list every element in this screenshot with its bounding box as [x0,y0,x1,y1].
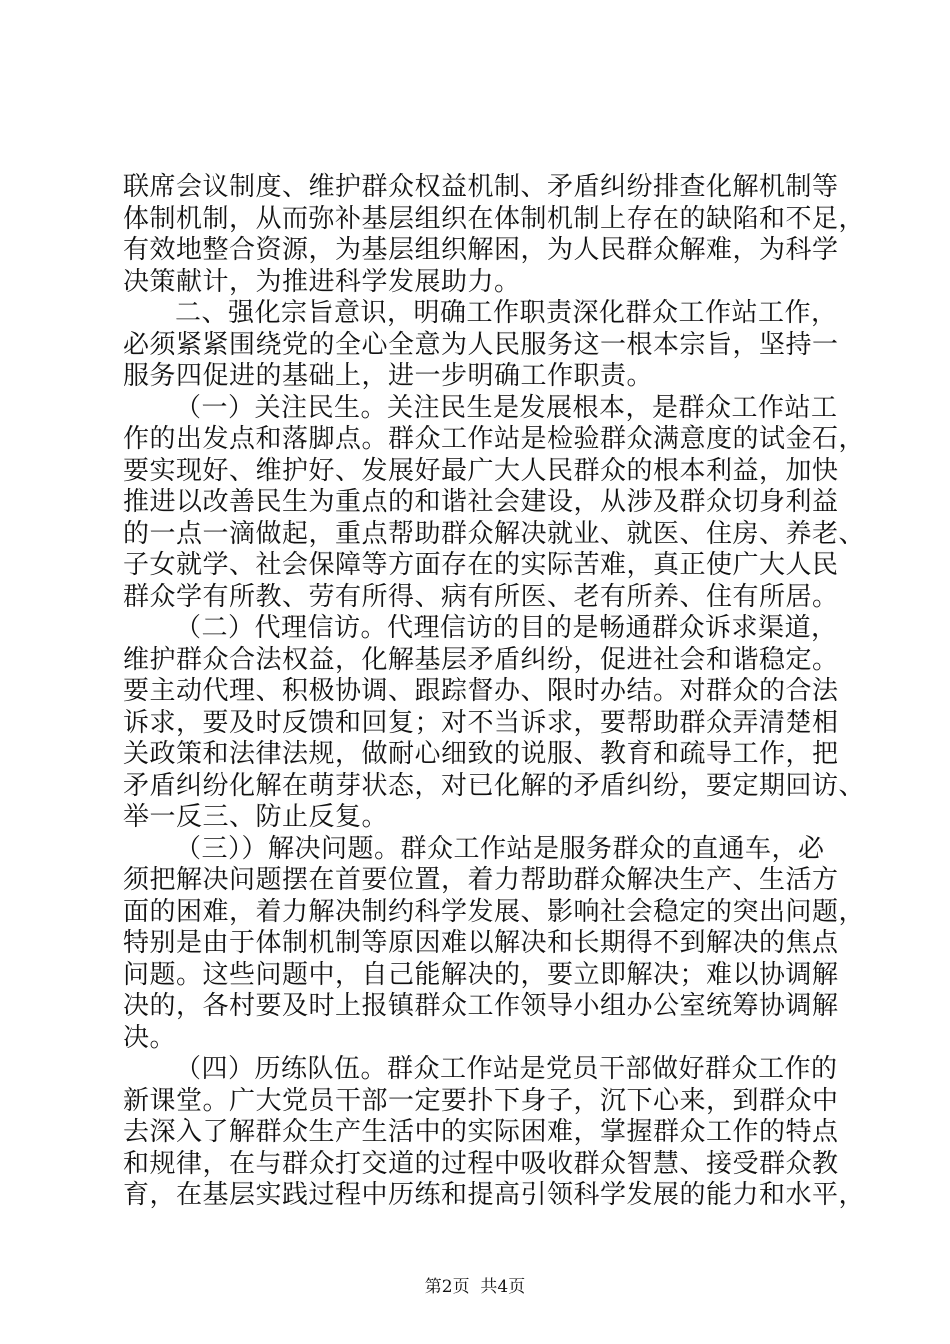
text-line: （四）历练队伍。群众工作站是党员干部做好群众工作的 [175,1054,838,1084]
text-line: （三））解决问题。群众工作站是服务群众的直通车，必 [175,833,825,864]
text-line: （二）代理信访。代理信访的目的是畅通群众诉求渠道， [175,613,838,643]
text-line: 新课堂。广大党员干部一定要扑下身子，沉下心来，到群众中 [123,1085,839,1116]
text-line: 必须紧紧围绕党的全心全意为人民服务这一根本宗旨，坚持一 [123,329,839,360]
text-line: 子女就学、社会保障等方面存在的实际苦难，真正使广大人民 [123,550,839,580]
text-line: 决。 [123,1022,177,1053]
text-line: 问题。这些问题中，自己能解决的，要立即解决；难以协调解 [123,959,839,990]
text-line: 诉求，要及时反馈和回复；对不当诉求，要帮助群众弄清楚相 [123,707,839,738]
text-line: 育，在基层实践过程中历练和提高引领科学发展的能力和水平， [123,1180,866,1210]
text-line: 面的困难，着力解决制约科学发展、影响社会稳定的突出问题， [123,896,866,927]
text-line: 联席会议制度、维护群众权益机制、矛盾纠纷排查化解机制等 [123,172,839,202]
text-line: 关政策和法律法规，做耐心细致的说服、教育和疏导工作，把 [123,739,839,769]
document-body [123,172,866,1212]
text-line: 推进以改善民生为重点的和谐社会建设，从涉及群众切身利益 [123,487,839,517]
text-line: 决策献计，为推进科学发展助力。 [123,266,521,297]
text-line: 须把解决问题摆在首要位置，着力帮助群众解决生产、生活方 [123,865,839,895]
text-line: 作的出发点和落脚点。群众工作站是检验群众满意度的试金石， [123,424,866,454]
text-line: 二、强化宗旨意识，明确工作职责深化群众工作站工作， [175,298,838,328]
text-line: 有效地整合资源，为基层组织解困，为人民群众解难，为科学 [123,235,839,265]
page-number-footer: 第2页 共4页 [424,1277,526,1297]
text-line: 的一点一滴做起，重点帮助群众解决就业、就医、住房、养老、 [123,518,866,549]
text-line: 去深入了解群众生产生活中的实际困难，掌握群众工作的特点 [123,1117,839,1147]
text-line: 特别是由于体制机制等原因难以解决和长期得不到解决的焦点 [123,928,839,958]
text-line: 要实现好、维护好、发展好最广大人民群众的根本利益，加快 [123,455,839,486]
text-line: 服务四促进的基础上，进一步明确工作职责。 [123,361,654,391]
text-line: （一）关注民生。关注民生是发展根本，是群众工作站工 [175,392,838,423]
text-line: 维护群众合法权益，化解基层矛盾纠纷，促进社会和谐稳定。 [123,644,839,675]
text-line: 体制机制，从而弥补基层组织在体制机制上存在的缺陷和不足， [123,203,866,234]
text-line: 决的，各村要及时上报镇群众工作领导小组办公室统筹协调解 [123,991,839,1021]
text-line: 群众学有所教、劳有所得、病有所医、老有所养、住有所居。 [123,581,839,612]
text-line: 矛盾纠纷化解在萌芽状态，对已化解的矛盾纠纷，要定期回访、 [123,770,866,801]
text-line: 要主动代理、积极协调、跟踪督办、限时办结。对群众的合法 [123,676,839,706]
text-line: 和规律，在与群众打交道的过程中吸收群众智慧、接受群众教 [123,1148,839,1179]
text-line: 举一反三、防止反复。 [123,802,389,832]
